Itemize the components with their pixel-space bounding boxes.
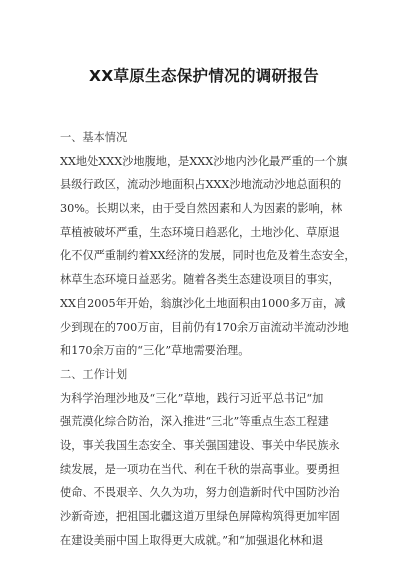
paragraph-line: 30%。长期以来，由于受自然因素和人为因素的影响，林 xyxy=(60,202,343,216)
paragraph-line: 设，事关我国生态安全、事关强国建设、事关中华民族永 xyxy=(60,438,340,452)
paragraph-line: 为科学治理沙地及“三化”草地，践行习近平总书记“加 xyxy=(60,391,324,405)
document-body xyxy=(60,126,360,552)
section-heading-basic-situation: 一、基本情况 xyxy=(60,131,128,144)
paragraph-line: 草植被破坏严重，生态环境日趋恶化，土地沙化、草原退 xyxy=(60,225,340,239)
section-heading-work-plan: 二、工作计划 xyxy=(60,367,128,381)
paragraph-line: 沙新奇迹，把祖国北疆这道万里绿色屏障构筑得更加牢固 xyxy=(60,510,340,523)
paragraph-line: 和170余万亩的“三化”草地需要治理。 xyxy=(60,344,250,358)
paragraph-line: XX地处XXX沙地腹地，是XXX沙地内沙化最严重的一个旗 xyxy=(60,154,348,168)
paragraph-line: 少到现在的700万亩，目前仍有170余万亩流动半流动沙地 xyxy=(60,320,349,334)
paragraph-line: 化不仅严重制约着XX经济的发展，同时也危及着生态安全， xyxy=(60,249,356,263)
paragraph-line: 续发展，是一项功在当代、利在千秋的崇高事业。要勇担 xyxy=(60,462,340,476)
paragraph-line: XX自2005年开始，翁旗沙化土地面积由1000多万亩，减 xyxy=(60,296,346,310)
paragraph-line: 使命、不畏艰辛、久久为功，努力创造新时代中国防沙治 xyxy=(60,486,340,500)
paragraph-line: 在建设美丽中国上取得更大成就。”和“加强退化林和退 xyxy=(60,533,324,547)
paragraph-line: 强荒漠化综合防治，深入推进“三北”等重点生态工程建 xyxy=(60,415,329,429)
paragraph-line: 林草生态环境日益恶劣。随着各类生态建设项目的事实， xyxy=(60,273,340,287)
document-title: XX草原生态保护情况的调研报告 xyxy=(89,67,319,85)
paragraph-line: 县级行政区，流动沙地面积占XXX沙地流动沙地总面积的 xyxy=(60,178,342,192)
